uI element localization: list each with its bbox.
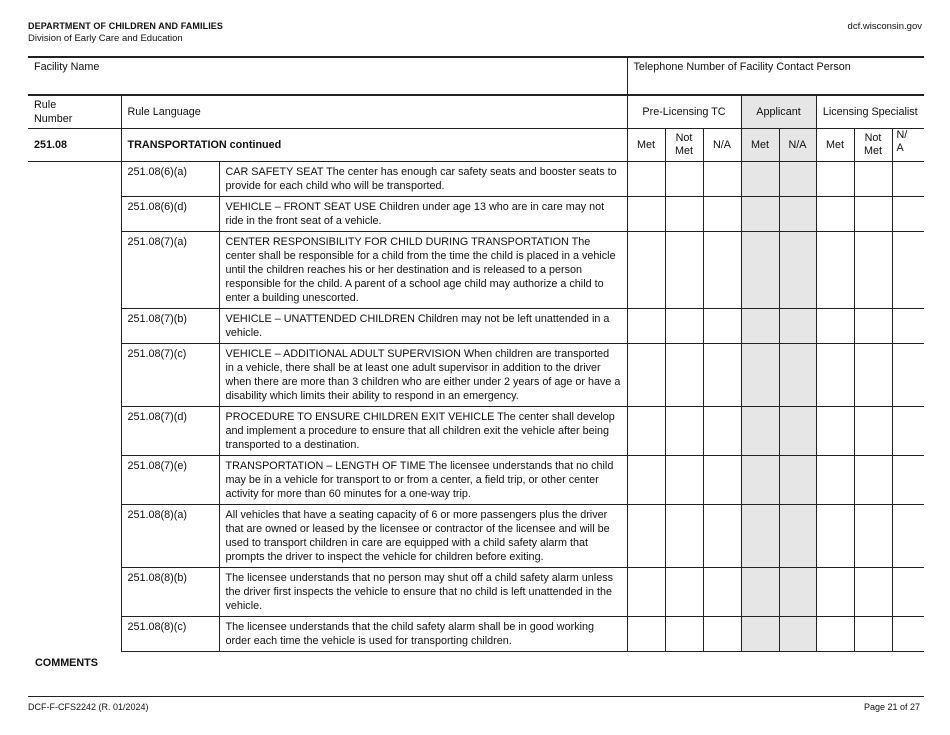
rule-text: VEHICLE – ADDITIONAL ADULT SUPERVISION When children are transported in a vehicle, there shall be at least one adult supervisor in addition to the driver when there are more than 3 children who are either under 2 years of age or have a disability which limits their ability to respond in an emergency.: [219, 344, 627, 407]
department-name: DEPARTMENT OF CHILDREN AND FAMILIES: [28, 21, 223, 31]
section-row: [28, 129, 924, 162]
rule-row: [28, 232, 924, 309]
app-met-cell[interactable]: [741, 568, 779, 617]
facility-row: [28, 57, 924, 95]
facility-name-label: Facility Name: [34, 61, 100, 73]
rule-row: [28, 568, 924, 617]
lic-na-cell[interactable]: [892, 407, 924, 456]
pre-na-cell[interactable]: [703, 162, 741, 197]
pre-licensing-header: Pre-Licensing TC: [627, 95, 741, 129]
pre-not-met-header: Not Met: [665, 129, 703, 162]
pre-met-header: Met: [627, 129, 665, 162]
app-met-cell[interactable]: [741, 232, 779, 309]
lic-not-met-cell[interactable]: [854, 407, 892, 456]
rule-number: 251.08(8)(a): [121, 505, 219, 568]
pre-na-cell[interactable]: [703, 568, 741, 617]
rule-number: 251.08(7)(e): [121, 456, 219, 505]
app-met-cell[interactable]: [741, 407, 779, 456]
telephone-label: Telephone Number of Facility Contact Person: [633, 61, 851, 73]
pre-na-cell[interactable]: [703, 309, 741, 344]
pre-met-cell[interactable]: [627, 568, 665, 617]
app-na-cell[interactable]: [779, 407, 816, 456]
app-met-cell[interactable]: [741, 309, 779, 344]
telephone-field[interactable]: [627, 57, 924, 95]
app-na-cell[interactable]: [779, 232, 816, 309]
pre-met-cell[interactable]: [627, 617, 665, 652]
rule-number: 251.08(6)(d): [121, 197, 219, 232]
rule-number: 251.08(8)(c): [121, 617, 219, 652]
pre-met-cell[interactable]: [627, 344, 665, 407]
pre-na-header: N/A: [703, 129, 741, 162]
app-na-cell[interactable]: [779, 456, 816, 505]
app-na-header: N/A: [779, 129, 816, 162]
pre-met-cell[interactable]: [627, 407, 665, 456]
rule-text: All vehicles that have a seating capacity of 6 or more passengers plus the driver that are owned or leased by the licensee or contractor of the licensee and will be used to transport children in care are equipped with a child safety alarm that prompts the driver to inspect the vehicle for children before exiting.: [219, 505, 627, 568]
pre-not-met-cell[interactable]: [665, 309, 703, 344]
lic-met-cell[interactable]: [816, 407, 854, 456]
lic-met-cell[interactable]: [816, 232, 854, 309]
pre-not-met-cell[interactable]: [665, 162, 703, 197]
rule-row: [28, 456, 924, 505]
app-na-cell[interactable]: [779, 505, 816, 568]
comments-label: COMMENTS: [35, 657, 98, 669]
pre-na-cell[interactable]: [703, 232, 741, 309]
rule-row: [28, 407, 924, 456]
lic-na-cell[interactable]: [892, 197, 924, 232]
app-met-cell[interactable]: [741, 344, 779, 407]
lic-met-header: Met: [816, 129, 854, 162]
lic-na-cell[interactable]: [892, 456, 924, 505]
rule-row: [28, 197, 924, 232]
pre-na-cell[interactable]: [703, 505, 741, 568]
lic-na-cell[interactable]: [892, 232, 924, 309]
rule-row: [28, 505, 924, 568]
pre-met-cell[interactable]: [627, 162, 665, 197]
rule-text: CENTER RESPONSIBILITY FOR CHILD DURING TRANSPORTATION The center shall be responsible for a child from the time the child is placed in a vehicle until the children reaches his or her destination and is released to a person responsible for the child. A parent of a school age child may authorize a child to enter a building unescorted.: [219, 232, 627, 309]
app-na-cell[interactable]: [779, 568, 816, 617]
rule-row: [28, 344, 924, 407]
rule-number: 251.08(6)(a): [121, 162, 219, 197]
pre-not-met-cell[interactable]: [665, 232, 703, 309]
pre-na-cell[interactable]: [703, 197, 741, 232]
rule-row: [28, 309, 924, 344]
website: dcf.wisconsin.gov: [847, 21, 922, 32]
facility-name-field[interactable]: [28, 57, 627, 95]
rules-table: [28, 56, 924, 652]
lic-not-met-header: Not Met: [854, 129, 892, 162]
pre-na-cell[interactable]: [703, 456, 741, 505]
pre-not-met-cell[interactable]: [665, 568, 703, 617]
header-left: [28, 21, 223, 44]
app-met-cell[interactable]: [741, 617, 779, 652]
rule-row: [28, 617, 924, 652]
licensing-specialist-header: Licensing Specialist: [816, 95, 924, 129]
lic-met-cell[interactable]: [816, 568, 854, 617]
pre-not-met-cell[interactable]: [665, 197, 703, 232]
app-na-cell[interactable]: [779, 309, 816, 344]
lic-not-met-cell[interactable]: [854, 568, 892, 617]
app-na-cell[interactable]: [779, 162, 816, 197]
pre-met-cell[interactable]: [627, 309, 665, 344]
app-met-cell[interactable]: [741, 197, 779, 232]
app-na-cell[interactable]: [779, 344, 816, 407]
rule-number: 251.08(8)(b): [121, 568, 219, 617]
column-header-row: [28, 95, 924, 129]
lic-na-cell[interactable]: [892, 505, 924, 568]
app-met-cell[interactable]: [741, 456, 779, 505]
rule-text: TRANSPORTATION – LENGTH OF TIME The licensee understands that no child may be in a vehicle for transport to or from a center, a field trip, or other center activity for more than 60 minutes for a one-way trip.: [219, 456, 627, 505]
lic-not-met-cell[interactable]: [854, 197, 892, 232]
rule-number-header: Rule Number: [28, 95, 121, 129]
lic-na-cell[interactable]: [892, 568, 924, 617]
rule-text: VEHICLE – FRONT SEAT USE Children under age 13 who are in care may not ride in the front seat of a vehicle.: [219, 197, 627, 232]
lic-na-cell[interactable]: [892, 309, 924, 344]
division-name: Division of Early Care and Education: [28, 33, 183, 44]
rule-row: [28, 162, 924, 197]
lic-na-cell[interactable]: [892, 162, 924, 197]
app-na-cell[interactable]: [779, 617, 816, 652]
pre-not-met-cell[interactable]: [665, 617, 703, 652]
pre-not-met-cell[interactable]: [665, 344, 703, 407]
section-number: 251.08: [28, 129, 121, 162]
rule-number-spacer: [28, 162, 121, 652]
rule-number: 251.08(7)(c): [121, 344, 219, 407]
section-title: TRANSPORTATION continued: [121, 129, 627, 162]
lic-na-cell[interactable]: [892, 344, 924, 407]
pre-met-cell[interactable]: [627, 232, 665, 309]
rule-language-header: Rule Language: [121, 95, 627, 129]
lic-not-met-cell[interactable]: [854, 232, 892, 309]
pre-na-cell[interactable]: [703, 344, 741, 407]
rule-text: CAR SAFETY SEAT The center has enough car safety seats and booster seats to provide for each child who will be transported.: [219, 162, 627, 197]
lic-met-cell[interactable]: [816, 617, 854, 652]
pre-not-met-cell[interactable]: [665, 456, 703, 505]
rule-number: 251.08(7)(d): [121, 407, 219, 456]
rule-number: 251.08(7)(a): [121, 232, 219, 309]
rule-text: The licensee understands that no person may shut off a child safety alarm unless the driver first inspects the vehicle to ensure that no child is left unattended in the vehicle.: [219, 568, 627, 617]
lic-na-cell[interactable]: [892, 617, 924, 652]
lic-not-met-cell[interactable]: [854, 617, 892, 652]
form-id: DCF-F-CFS2242 (R. 01/2024): [28, 702, 149, 712]
pre-met-cell[interactable]: [627, 456, 665, 505]
lic-met-cell[interactable]: [816, 456, 854, 505]
rule-number: 251.08(7)(b): [121, 309, 219, 344]
pre-na-cell[interactable]: [703, 407, 741, 456]
app-met-cell[interactable]: [741, 505, 779, 568]
rule-text: The licensee understands that the child safety alarm shall be in good working order each time the vehicle is used for transporting children.: [219, 617, 627, 652]
lic-na-header: N/ A: [892, 129, 924, 162]
applicant-header: Applicant: [741, 95, 816, 129]
lic-met-cell[interactable]: [816, 505, 854, 568]
page-number: Page 21 of 27: [863, 702, 920, 712]
app-met-header: Met: [741, 129, 779, 162]
app-met-cell[interactable]: [741, 162, 779, 197]
lic-not-met-cell[interactable]: [854, 309, 892, 344]
lic-not-met-cell[interactable]: [854, 162, 892, 197]
rule-text: PROCEDURE TO ENSURE CHILDREN EXIT VEHICLE The center shall develop and implement a procedure to ensure that all children exit the vehicle after being transported to a destination.: [219, 407, 627, 456]
lic-met-cell[interactable]: [816, 197, 854, 232]
pre-met-cell[interactable]: [627, 197, 665, 232]
pre-not-met-cell[interactable]: [665, 505, 703, 568]
lic-not-met-cell[interactable]: [854, 344, 892, 407]
app-na-cell[interactable]: [779, 197, 816, 232]
pre-met-cell[interactable]: [627, 505, 665, 568]
rule-text: VEHICLE – UNATTENDED CHILDREN Children may not be left unattended in a vehicle.: [219, 309, 627, 344]
pre-na-cell[interactable]: [703, 617, 741, 652]
lic-met-cell[interactable]: [816, 309, 854, 344]
lic-not-met-cell[interactable]: [854, 505, 892, 568]
lic-met-cell[interactable]: [816, 344, 854, 407]
footer-divider: [28, 696, 924, 697]
pre-not-met-cell[interactable]: [665, 407, 703, 456]
lic-met-cell[interactable]: [816, 162, 854, 197]
lic-not-met-cell[interactable]: [854, 456, 892, 505]
